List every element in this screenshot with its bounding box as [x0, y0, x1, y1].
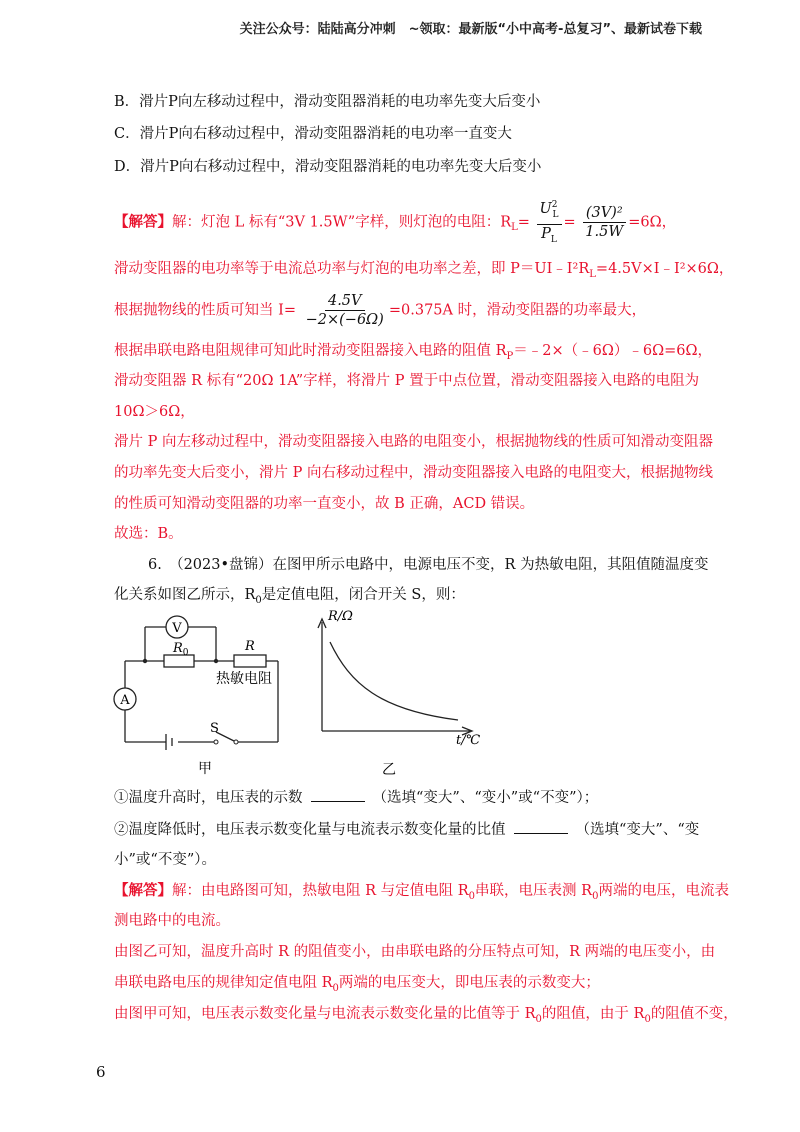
thermistor-icon: [234, 655, 266, 667]
figure-yi-label: 乙: [382, 762, 396, 778]
voltmeter-label: V: [172, 621, 182, 636]
x-axis-label: t/℃: [456, 733, 481, 748]
subquestion-2: ②温度降低时，电压表示数变化量与电流表示数变化量的比值 （选填“变大”、“变: [114, 819, 699, 840]
answer2-line2: 测电路中的电流。: [114, 913, 230, 929]
resistor-r0-icon: [164, 655, 194, 667]
answer2-line5: 由图甲可知，电压表示数变化量与电流表示数变化量的比值等于 $R_0$的阻值，由于 $R_0$的阻值不变，: [114, 1006, 738, 1025]
answer-blank-1[interactable]: [311, 787, 365, 802]
answer2-line4: 串联电路电压的规律知定值电阻 $R_0$两端的电压变大，即电压表的示数变大；: [114, 975, 600, 994]
answer1-line8: 的功率先变大后变小，滑片 P 向右移动过程中，滑动变阻器接入电路的电阻变大，根据抛物线: [114, 465, 713, 481]
resistance-temperature-graph: [310, 606, 490, 778]
answer1-line1: 【解答】解：灯泡 L 标有“3V 1.5W”字样，则灯泡的电阻：$R_L=$ $\frac{U^2_L}{P_L}$ = $\frac{\text{(3V)²}}{1.5W}$ =6Ω，: [114, 196, 676, 249]
answer1-line3: 根据抛物线的性质可知当 I= $\frac{4.5V}{-2\times(-6\Omega)}$ =0.375A 时，滑动变阻器的功率最大，: [114, 293, 647, 328]
answer2-line3: 由图乙可知，温度升高时 R 的阻值变小，由串联电路的分压特点可知，R 两端的电压变小，由: [114, 944, 716, 960]
switch-label: S: [210, 721, 219, 736]
answer1-line4: 根据串联电路电阻规律可知此时滑动变阻器接入电路的阻值 $R_P=﹣2\times(﹣6\Omega)﹣6\Omega=6\Omega$，: [114, 343, 713, 362]
y-axis-label: R/Ω: [328, 609, 353, 624]
figure-jia-label: 甲: [198, 761, 212, 777]
subquestion-1: ①温度升高时，电压表的示数 （选填“变大”、“变小”或“不变”）；: [114, 787, 598, 808]
page-number: 6: [96, 1063, 106, 1081]
question6-line2: 化关系如图乙所示，$R_0$是定值电阻，闭合开关 S，则：: [114, 587, 465, 606]
subquestion-2-cont: 小”或“不变”）。: [114, 852, 216, 868]
page-header: 关注公众号：陆陆高分冲刺 ~领取：最新版“小中高考-总复习”、最新试卷下载: [239, 22, 702, 37]
answer1-line10: 故选：B。: [114, 526, 183, 542]
answer-blank-2[interactable]: [514, 819, 568, 834]
option-c: C．滑片P向右移动过程中，滑动变阻器消耗的电功率一直变大: [114, 126, 512, 142]
fraction-current: $\frac{4.5V}{-2\times(-6\Omega)}$: [305, 293, 384, 328]
ammeter-label: A: [120, 693, 130, 708]
circuit-diagram: [100, 608, 300, 778]
r-label: R: [245, 639, 255, 654]
r0-label: $R_0$: [173, 641, 189, 658]
fraction-u-over-p: $\frac{U^2_L}{P_L}$: [537, 196, 562, 249]
answer2-line1: 【解答】解：由电路图可知，热敏电阻 R 与定值电阻 $R_0$串联，电压表测 $R_0$两端的电压，电流表: [114, 882, 729, 902]
option-d: D．滑片P向右移动过程中，滑动变阻器消耗的电功率先变大后变小: [114, 159, 542, 175]
answer-tag: 【解答】: [114, 213, 172, 231]
thermistor-label: 热敏电阻: [216, 671, 272, 687]
answer1-line9: 的性质可知滑动变阻器的功率一直变小，故 B 正确，ACD 错误。: [114, 496, 535, 512]
fraction-3v-over-1-5w: $\frac{\text{(3V)²}}{1.5W}$: [582, 204, 626, 241]
answer1-line6: 10Ω＞6Ω，: [114, 404, 195, 420]
question6-line1: 6. （2023•盘锦）在图甲所示电路中，电源电压不变，R 为热敏电阻，其阻值随温度变: [148, 557, 709, 573]
answer1-line7: 滑片 P 向左移动过程中，滑动变阻器接入电路的电阻变小，根据抛物线的性质可知滑动变阻器: [114, 434, 713, 450]
answer1-line2: 滑动变阻器的电功率等于电流总功率与灯泡的电功率之差，即 $P=UI﹣I^2R_L=4.5V\times I﹣I^2\times 6\Omega$，: [114, 261, 734, 280]
resistance-curve: [330, 642, 458, 720]
answer1-line5: 滑动变阻器 R 标有“20Ω 1A”字样，将滑片 P 置于中点位置，滑动变阻器接入电路的电阻为: [114, 373, 700, 389]
switch-icon: [216, 732, 236, 742]
option-b: B．滑片P向左移动过程中，滑动变阻器消耗的电功率先变大后变小: [114, 94, 541, 110]
